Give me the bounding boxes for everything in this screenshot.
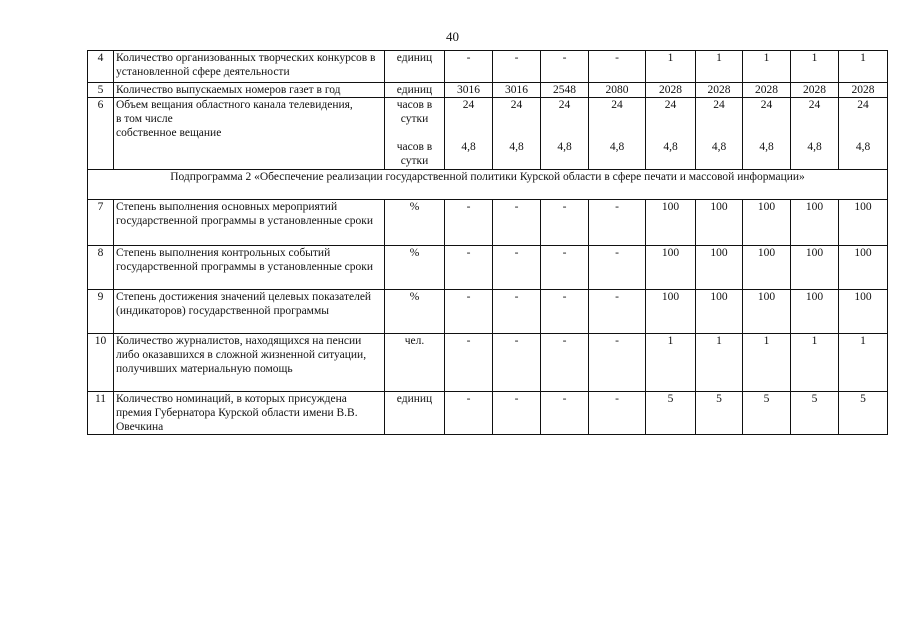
value-line: 1 — [667, 335, 674, 347]
value-line: 1 — [763, 52, 770, 64]
unit-cell — [385, 290, 445, 334]
value-cell — [696, 51, 743, 83]
value-line: - — [562, 52, 567, 64]
value-line: - — [466, 393, 471, 405]
indicator-name-line: Количество выпускаемых номеров газет в год — [116, 84, 341, 96]
value-cell — [791, 98, 839, 170]
value-cell — [646, 83, 696, 98]
value-line: 4,8 — [663, 141, 678, 153]
value-line: - — [615, 393, 619, 405]
value-line: - — [615, 201, 619, 213]
value-line: 100 — [661, 201, 680, 213]
value-line: 2028 — [803, 84, 826, 96]
value-line: - — [466, 291, 471, 303]
unit-line: чел. — [404, 335, 425, 347]
value-cell — [541, 246, 589, 290]
value-line: 2548 — [553, 84, 576, 96]
unit-line: часов в сутки — [396, 141, 433, 167]
value-line: 24 — [510, 99, 523, 111]
indicator-name-line: в том числе — [116, 113, 173, 125]
value-line: 4,8 — [509, 141, 524, 153]
value-cell — [589, 51, 646, 83]
indicator-name — [114, 246, 385, 290]
value-line: 24 — [462, 99, 475, 111]
value-cell — [791, 200, 839, 246]
value-cell — [791, 51, 839, 83]
value-line: 1 — [860, 335, 866, 347]
value-line: 100 — [854, 247, 872, 259]
value-cell — [445, 290, 493, 334]
indicator-name-line: Объем вещания областного канала телевидения, — [116, 99, 353, 111]
indicator-name — [114, 334, 385, 392]
indicator-name — [114, 98, 385, 170]
table-row — [88, 290, 888, 334]
value-cell — [445, 83, 493, 98]
value-line: 100 — [757, 247, 776, 259]
row-number: 8 — [88, 246, 114, 290]
value-line: 4,8 — [807, 141, 822, 153]
value-line: 4,8 — [557, 141, 572, 153]
value-line: 5 — [716, 393, 722, 405]
value-cell — [646, 51, 696, 83]
value-line: 100 — [805, 291, 824, 303]
indicator-name-line: Количество номинаций, в которых присуждена премия Губернатора Курской области имени В.В. Овечкина — [116, 393, 358, 433]
section-title: Подпрограмма 2 «Обеспечение реализации государственной политики Курской области в сфере печати и массовой информации» — [88, 170, 888, 200]
value-cell — [743, 51, 791, 83]
value-cell — [791, 334, 839, 392]
value-line: 4,8 — [759, 141, 774, 153]
indicator-name-line: Степень выполнения контрольных событий государственной программы в установленные сроки — [116, 247, 374, 273]
value-cell — [493, 334, 541, 392]
value-line: 1 — [860, 52, 866, 64]
value-cell — [541, 98, 589, 170]
value-cell — [696, 246, 743, 290]
value-line: 2080 — [605, 84, 629, 96]
unit-cell — [385, 83, 445, 98]
value-cell — [743, 200, 791, 246]
value-line: 24 — [713, 99, 725, 111]
table-row — [88, 200, 888, 246]
value-cell — [839, 51, 888, 83]
value-cell — [589, 246, 646, 290]
value-cell — [445, 246, 493, 290]
value-cell — [839, 290, 888, 334]
value-line: 4,8 — [461, 141, 476, 153]
value-cell — [445, 51, 493, 83]
value-line: 5 — [811, 393, 818, 405]
value-line: - — [615, 247, 619, 259]
value-cell — [839, 98, 888, 170]
section-row — [88, 170, 888, 200]
value-cell — [589, 200, 646, 246]
value-line: 2028 — [755, 84, 778, 96]
value-cell — [541, 51, 589, 83]
value-cell — [646, 98, 696, 170]
value-cell — [589, 83, 646, 98]
table-row — [88, 98, 888, 170]
value-cell — [646, 290, 696, 334]
value-cell — [445, 392, 493, 435]
value-cell — [445, 200, 493, 246]
value-line: - — [562, 247, 567, 259]
value-line: 1 — [811, 335, 818, 347]
value-line: 1 — [716, 335, 722, 347]
value-cell — [493, 98, 541, 170]
value-cell — [839, 83, 888, 98]
value-line: - — [562, 201, 567, 213]
value-cell — [743, 98, 791, 170]
unit-line: % — [409, 247, 420, 259]
value-line: - — [514, 335, 519, 347]
indicator-name-line: собственное вещание — [116, 127, 222, 139]
row-number: 10 — [88, 334, 114, 392]
indicator-name — [114, 83, 385, 98]
value-line: 1 — [811, 52, 818, 64]
value-line: - — [466, 247, 471, 259]
value-line: - — [562, 335, 567, 347]
value-cell — [696, 290, 743, 334]
value-line: - — [466, 201, 471, 213]
indicators-table — [87, 50, 888, 435]
value-line: 3016 — [457, 84, 480, 96]
value-line: 100 — [710, 201, 728, 213]
indicator-name — [114, 200, 385, 246]
value-line: 4,8 — [711, 141, 727, 153]
value-line: 24 — [857, 99, 869, 111]
unit-line: единиц — [396, 84, 433, 96]
value-cell — [743, 246, 791, 290]
value-line: - — [615, 291, 619, 303]
table-row — [88, 83, 888, 98]
value-cell — [493, 83, 541, 98]
value-line: 5 — [860, 393, 866, 405]
row-number: 5 — [88, 83, 114, 98]
value-cell — [646, 334, 696, 392]
value-cell — [791, 83, 839, 98]
value-line: 24 — [664, 99, 677, 111]
row-number: 4 — [88, 51, 114, 83]
value-cell — [541, 392, 589, 435]
table-row — [88, 51, 888, 83]
value-cell — [743, 392, 791, 435]
table-body — [88, 51, 888, 435]
value-cell — [541, 290, 589, 334]
value-line: - — [562, 291, 567, 303]
value-cell — [696, 83, 743, 98]
value-line: - — [466, 52, 471, 64]
value-line: 5 — [667, 393, 674, 405]
value-line: 100 — [854, 291, 872, 303]
value-cell — [743, 334, 791, 392]
value-cell — [541, 334, 589, 392]
value-cell — [646, 200, 696, 246]
value-cell — [589, 290, 646, 334]
row-number: 11 — [88, 392, 114, 435]
value-cell — [839, 334, 888, 392]
value-cell — [493, 290, 541, 334]
value-line: 2028 — [851, 84, 875, 96]
value-line: 100 — [757, 201, 776, 213]
value-cell — [589, 334, 646, 392]
unit-cell — [385, 334, 445, 392]
table-row — [88, 334, 888, 392]
value-line: - — [514, 201, 519, 213]
unit-cell — [385, 246, 445, 290]
indicator-name — [114, 290, 385, 334]
value-line: - — [466, 335, 471, 347]
indicator-name-line: Степень достижения значений целевых показателей (индикаторов) государственной программы — [116, 291, 372, 317]
value-cell — [541, 200, 589, 246]
unit-line: % — [409, 201, 420, 213]
page-number: 40 — [446, 29, 459, 44]
row-number: 9 — [88, 290, 114, 334]
row-number: 6 — [88, 98, 114, 170]
value-line: - — [562, 393, 567, 405]
value-cell — [839, 200, 888, 246]
value-line: 100 — [805, 247, 824, 259]
value-cell — [493, 392, 541, 435]
value-line: 100 — [805, 201, 824, 213]
indicator-name-line: Степень выполнения основных мероприятий государственной программы в установленные сроки — [116, 201, 374, 227]
value-cell — [696, 334, 743, 392]
value-line: 24 — [611, 99, 623, 111]
value-line: 24 — [558, 99, 571, 111]
value-cell — [696, 392, 743, 435]
value-line: 2028 — [707, 84, 731, 96]
value-line: - — [514, 52, 519, 64]
value-line: 100 — [661, 247, 680, 259]
value-cell — [696, 98, 743, 170]
value-cell — [493, 200, 541, 246]
unit-cell — [385, 98, 445, 170]
value-cell — [696, 200, 743, 246]
row-number: 7 — [88, 200, 114, 246]
value-line: 3016 — [505, 84, 528, 96]
table-row — [88, 392, 888, 435]
value-line: 4,8 — [609, 141, 625, 153]
value-line: 100 — [757, 291, 776, 303]
value-cell — [839, 392, 888, 435]
indicator-name-line: Количество организованных творческих конкурсов в установленной сфере деятельности — [116, 52, 376, 78]
value-line: 1 — [763, 335, 770, 347]
unit-line: % — [409, 291, 420, 303]
value-cell — [493, 51, 541, 83]
value-line: 4,8 — [855, 141, 871, 153]
value-cell — [839, 246, 888, 290]
value-line: - — [514, 291, 519, 303]
indicator-name — [114, 392, 385, 435]
indicator-name-line: Количество журналистов, находящихся на пенсии либо оказавшихся в сложной жизненной ситуации, получивших материальную помощь — [116, 335, 367, 375]
unit-cell — [385, 200, 445, 246]
unit-cell — [385, 392, 445, 435]
unit-line: единиц — [396, 393, 433, 405]
value-line: - — [514, 393, 519, 405]
value-cell — [541, 83, 589, 98]
value-line: - — [514, 247, 519, 259]
unit-line: единиц — [396, 52, 433, 64]
value-line: 100 — [710, 247, 728, 259]
value-cell — [445, 98, 493, 170]
unit-cell — [385, 51, 445, 83]
indicator-name — [114, 51, 385, 83]
value-line: 1 — [716, 52, 722, 64]
value-cell — [791, 246, 839, 290]
value-cell — [493, 246, 541, 290]
value-cell — [445, 334, 493, 392]
value-line: 100 — [854, 201, 872, 213]
value-line: 100 — [661, 291, 680, 303]
value-line: 1 — [667, 52, 674, 64]
value-line: 24 — [808, 99, 821, 111]
value-line: 5 — [763, 393, 770, 405]
table-row — [88, 246, 888, 290]
value-cell — [743, 83, 791, 98]
value-line: 100 — [710, 291, 728, 303]
value-cell — [791, 392, 839, 435]
value-cell — [589, 98, 646, 170]
value-cell — [589, 392, 646, 435]
value-line: - — [615, 335, 619, 347]
value-line: 2028 — [659, 84, 682, 96]
value-cell — [646, 246, 696, 290]
value-cell — [791, 290, 839, 334]
value-line: 24 — [760, 99, 773, 111]
value-cell — [743, 290, 791, 334]
unit-line: часов в сутки — [396, 99, 433, 125]
value-cell — [646, 392, 696, 435]
value-line: - — [615, 52, 619, 64]
